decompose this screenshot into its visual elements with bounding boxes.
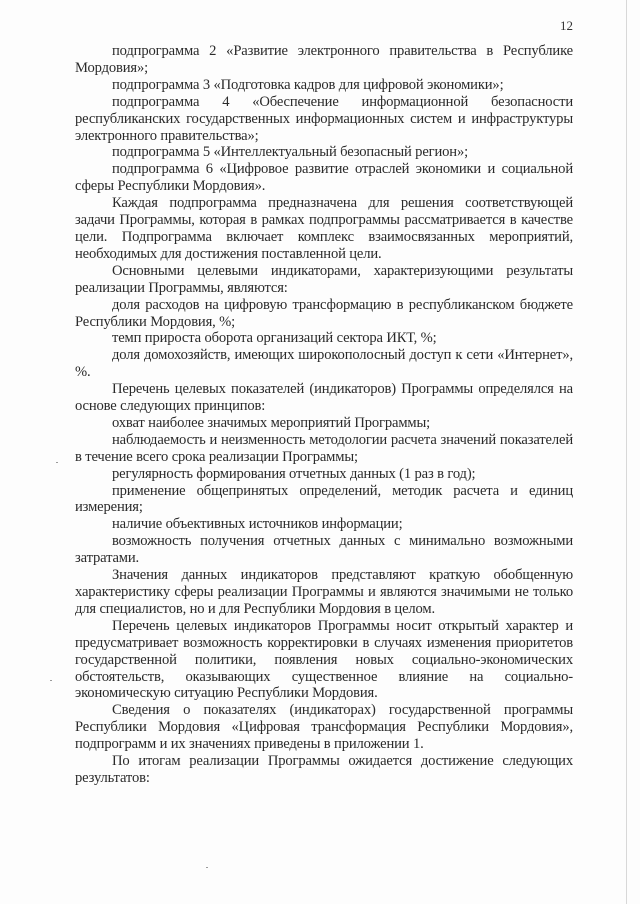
paragraph-indicators-intro: Основными целевыми индикаторами, характеризующими результаты реализации Программы, являются: [75,262,573,296]
document-body [75,43,573,787]
paragraph-principle-observability: наблюдаемость и неизменность методологии расчета значений показателей в течение всего срока реализации Программы; [75,431,573,465]
paragraph-indicator-list-open: Перечень целевых индикаторов Программы носит открытый характер и предусматривает возможность корректировки в случаях изменения приоритетов государственной политики, появления новых социально-экономических обстоятельств, оказывающих существенное влияние на социально-экономическую ситуацию Республики Мордовия. [75,617,573,702]
paragraph-principle-sources: наличие объективных источников информации; [112,516,403,533]
paragraph-principles-intro: Перечень целевых показателей (индикаторов) Программы определялся на основе следующих принципов: [75,381,573,415]
paragraph-principle-regularity: регулярность формирования отчетных данных (1 раз в год); [112,465,476,482]
paragraph-subprogram-purpose: Каждая подпрограмма предназначена для решения соответствующей задачи Программы, которая в рамках подпрограммы рассматривается в качестве цели. Подпрограмма включает комплекс взаимосвязанных мероприятий, необходимых для достижения поставленной цели. [75,195,573,262]
scan-speck [56,462,58,463]
scan-speck [50,680,52,681]
paragraph-indicator-values: Значения данных индикаторов представляют краткую обобщенную характеристику сферы реализации Программы и являются значимыми не только для специалистов, но и для Республики Мордовия в целом. [75,567,573,617]
paragraph-indicator-digital-share: доля расходов на цифровую трансформацию в республиканском бюджете Республики Мордовия, %; [75,296,573,330]
page-number: 12 [560,18,573,33]
paragraph-subprogram-6: подпрограмма 6 «Цифровое развитие отраслей экономики и социальной сферы Республики Мордовия». [75,161,573,195]
scan-edge-line [626,0,627,904]
paragraph-indicator-broadband: доля домохозяйств, имеющих широкополосный доступ к сети «Интернет», %. [75,347,573,381]
paragraph-expected-results: По итогам реализации Программы ожидается достижение следующих результатов: [75,753,573,786]
paragraph-appendix-reference: Сведения о показателях (индикаторах) государственной программы Республики Мордовия «Цифровая трансформация Республики Мордовия», подпрограмм и их значениях приведены в приложении 1. [75,702,573,753]
paragraph-indicator-ict-growth: темп прироста оборота организаций сектора ИКТ, %; [112,330,437,347]
paragraph-subprogram-2: подпрограмма 2 «Развитие электронного правительства в Республике Мордовия»; [75,43,573,76]
paragraph-subprogram-4: подпрограмма 4 «Обеспечение информационной безопасности республиканских государственных информационных систем и инфраструктуры электронного правительства»; [75,93,573,144]
scan-speck [206,867,208,868]
paragraph-principle-coverage: охват наиболее значимых мероприятий Программы; [112,414,431,431]
paragraph-subprogram-3: подпрограмма 3 «Подготовка кадров для цифровой экономики»; [112,76,504,93]
paragraph-principle-costs: возможность получения отчетных данных с минимально возможными затратами. [75,533,573,567]
paragraph-subprogram-5: подпрограмма 5 «Интеллектуальный безопасный регион»; [112,144,468,161]
paragraph-principle-definitions: применение общепринятых определений, методик расчета и единиц измерения; [75,482,573,516]
